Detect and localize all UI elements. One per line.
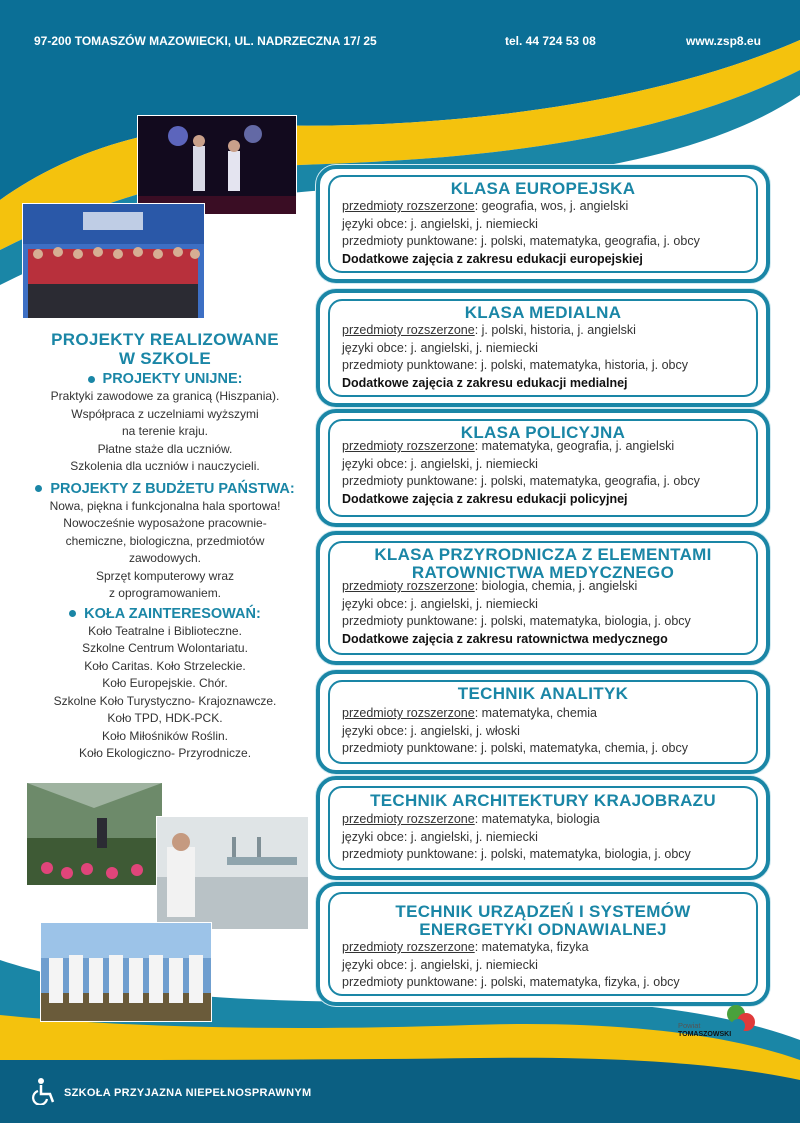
interest-club-line: Koło TPD, HDK-PCK. bbox=[107, 711, 223, 725]
interest-club-line: Koło Caritas. Koło Strzeleckie. bbox=[84, 658, 246, 673]
eu-projects-line: Współpraca z uczelniami wyższymi bbox=[71, 406, 259, 421]
bullet-icon bbox=[69, 610, 76, 617]
languages-row: języki obce: j. angielski, j. niemiecki bbox=[342, 596, 538, 611]
class-card-police bbox=[316, 409, 770, 527]
languages-row: języki obce: j. angielski, j. niemiecki bbox=[342, 456, 538, 471]
card-title: TECHNIK ARCHITEKTURY KRAJOBRAZU bbox=[370, 791, 716, 810]
projects-section bbox=[10, 330, 320, 763]
state-budget-line: Sprzęt komputerowy wraz bbox=[95, 568, 235, 583]
eu-projects-line: Płatne staże dla uczniów. bbox=[97, 441, 233, 456]
card-title: KLASA EUROPEJSKA bbox=[450, 179, 636, 198]
website-link[interactable]: www.zsp8.eu bbox=[686, 34, 761, 48]
projects-title-line2: W SZKOLE bbox=[118, 349, 212, 368]
bullet-icon bbox=[35, 485, 42, 492]
eu-projects-heading: PROJEKTY UNIJNE: bbox=[10, 370, 320, 388]
extended-subjects-row: przedmioty rozszerzone: matematyka, fizyka bbox=[342, 940, 589, 954]
extra-classes-row: Dodatkowe zajęcia z zakresu edukacji europejskiej bbox=[342, 251, 643, 266]
extended-subjects-row: przedmioty rozszerzone: geografia, wos, j. angielski bbox=[342, 199, 629, 213]
scored-subjects-row: przedmioty punktowane: j. polski, matematyka, geografia, j. obcy bbox=[342, 474, 700, 488]
class-card-landscape-architecture bbox=[316, 776, 770, 880]
card-title: TECHNIK ANALITYK bbox=[457, 684, 629, 703]
logo-line2: TOMASZOWSKI bbox=[678, 1031, 732, 1038]
scored-subjects-row: przedmioty punktowane: j. polski, matematyka, historia, j. obcy bbox=[342, 358, 688, 372]
footer bbox=[0, 1063, 800, 1123]
languages-row: języki obce: j. angielski, j. niemiecki bbox=[342, 216, 538, 231]
state-budget-projects-heading: PROJEKTY Z BUDŻETU PAŃSTWA: bbox=[10, 480, 320, 498]
contact-bar bbox=[0, 0, 800, 80]
state-budget-line: zawodowych. bbox=[128, 551, 202, 565]
greenhouse-photo bbox=[26, 782, 163, 886]
languages-row: języki obce: j. angielski, j. włoski bbox=[342, 723, 520, 738]
extra-classes-row: Dodatkowe zajęcia z zakresu edukacji medialnej bbox=[342, 375, 628, 390]
card-title-line2: ENERGETYKI ODNAWIALNEJ bbox=[419, 920, 667, 939]
eu-projects-line: Praktyki zawodowe za granicą (Hiszpania). bbox=[50, 389, 280, 403]
interest-club-line: Szkolne Centrum Wolontariatu. bbox=[82, 641, 248, 655]
projects-title-line1: PROJEKTY REALIZOWANE bbox=[51, 330, 279, 349]
class-card-media bbox=[316, 289, 770, 407]
extended-subjects-row: przedmioty rozszerzone: matematyka, geografia, j. angielski bbox=[342, 439, 675, 453]
card-title: KLASA MEDIALNA bbox=[464, 303, 622, 322]
eu-projects-line: Szkolenia dla uczniów i nauczycieli. bbox=[70, 459, 260, 473]
class-card-natural-science bbox=[316, 531, 770, 665]
extended-subjects-row: przedmioty rozszerzone: biologia, chemia, j. angielski bbox=[342, 579, 638, 593]
interest-club-line: Koło Ekologiczno- Przyrodnicze. bbox=[78, 746, 252, 760]
accessibility-text: SZKOŁA PRZYJAZNA NIEPEŁNOSPRAWNYM bbox=[64, 1087, 312, 1099]
extra-classes-row: Dodatkowe zajęcia z zakresu edukacji policyjnej bbox=[342, 491, 628, 506]
state-budget-line: z oprogramowaniem. bbox=[108, 586, 222, 600]
interest-club-line: Koło Teatralne i Biblioteczne. bbox=[88, 623, 242, 638]
scored-subjects-row: przedmioty punktowane: j. polski, matematyka, biologia, j. obcy bbox=[342, 614, 691, 628]
students-lab-coats-photo bbox=[40, 922, 212, 1022]
eu-projects-line: na terenie kraju. bbox=[121, 424, 209, 438]
card-title-line1: TECHNIK URZĄDZEŃ I SYSTEMÓW bbox=[395, 902, 691, 921]
address-text: 97-200 TOMASZÓW MAZOWIECKI, UL. NADRZECZNA 17/ 25 bbox=[34, 34, 377, 48]
powiat-tomaszowski-logo bbox=[678, 1002, 758, 1046]
extended-subjects-row: przedmioty rozszerzone: matematyka, biologia bbox=[342, 812, 600, 826]
class-card-analyst bbox=[316, 670, 770, 774]
card-title-line1: KLASA PRZYRODNICZA Z ELEMENTAMI bbox=[374, 545, 712, 564]
state-budget-line: chemiczne, biologiczna, przedmiotów bbox=[65, 533, 265, 548]
bullet-icon bbox=[88, 376, 95, 383]
languages-row: języki obce: j. angielski, j. niemiecki bbox=[342, 340, 538, 355]
state-budget-line: Nowa, piękna i funkcjonalna hala sportowa! bbox=[49, 498, 281, 513]
card-title: KLASA POLICYJNA bbox=[460, 423, 626, 442]
class-card-renewable-energy bbox=[316, 882, 770, 1006]
extra-classes-row: Dodatkowe zajęcia z zakresu ratownictwa medycznego bbox=[342, 631, 668, 646]
class-card-european bbox=[316, 165, 770, 283]
extended-subjects-row: przedmioty rozszerzone: matematyka, chemia bbox=[342, 706, 597, 720]
scored-subjects-row: przedmioty punktowane: j. polski, matematyka, fizyka, j. obcy bbox=[342, 975, 680, 989]
logo-line1: Powiat bbox=[678, 1021, 701, 1030]
interest-clubs-heading: KOŁA ZAINTERESOWAŃ: bbox=[10, 605, 320, 623]
languages-row: języki obce: j. angielski, j. niemiecki bbox=[342, 957, 538, 972]
wheelchair-icon bbox=[32, 1077, 58, 1105]
scored-subjects-row: przedmioty punktowane: j. polski, matematyka, geografia, j. obcy bbox=[342, 234, 700, 248]
interest-club-line: Koło Miłośników Roślin. bbox=[101, 728, 229, 743]
card-title-line2: RATOWNICTWA MEDYCZNEGO bbox=[411, 563, 675, 582]
theatre-photo bbox=[137, 115, 297, 215]
group-photo bbox=[22, 203, 205, 319]
interest-club-line: Szkolne Koło Turystyczno- Krajoznawcze. bbox=[53, 693, 277, 708]
laboratory-photo bbox=[156, 816, 309, 930]
languages-row: języki obce: j. angielski, j. niemiecki bbox=[342, 829, 538, 844]
scored-subjects-row: przedmioty punktowane: j. polski, matematyka, chemia, j. obcy bbox=[342, 741, 688, 755]
state-budget-line: Nowocześnie wyposażone pracownie- bbox=[63, 516, 267, 530]
scored-subjects-row: przedmioty punktowane: j. polski, matematyka, biologia, j. obcy bbox=[342, 847, 691, 861]
extended-subjects-row: przedmioty rozszerzone: j. polski, historia, j. angielski bbox=[342, 323, 636, 337]
phone-text: tel. 44 724 53 08 bbox=[505, 34, 596, 48]
interest-club-line: Koło Europejskie. Chór. bbox=[102, 676, 228, 690]
